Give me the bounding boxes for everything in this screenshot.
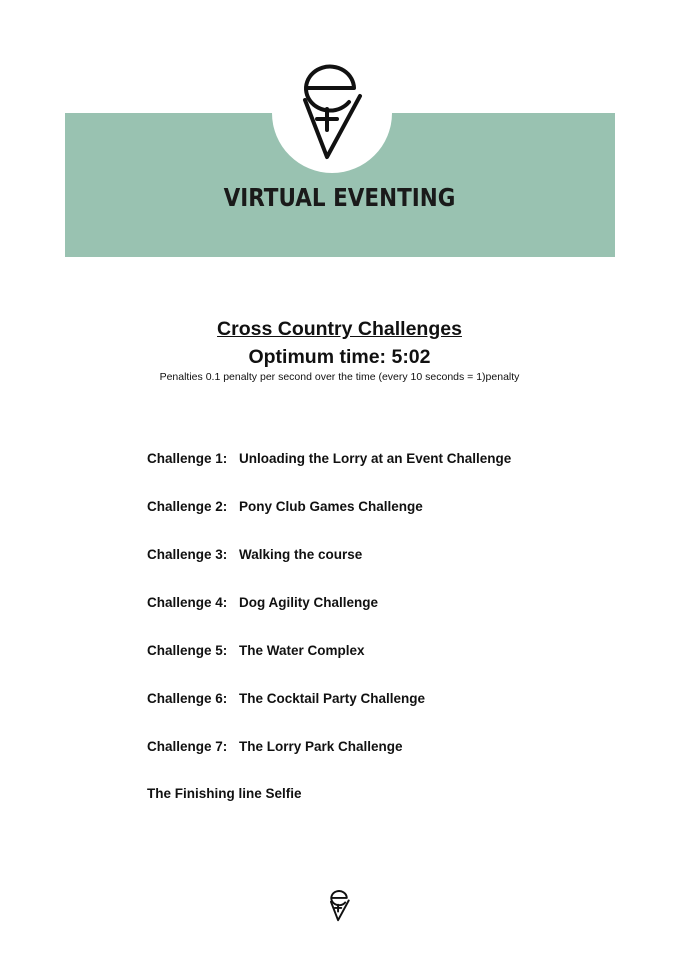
optimum-time: Optimum time: 5:02 — [248, 346, 431, 368]
challenge-item — [147, 499, 423, 514]
challenge-item — [147, 739, 403, 754]
challenge-item — [147, 451, 511, 466]
challenge-name: Unloading the Lorry at an Event Challenge — [239, 451, 512, 466]
finishing-line-selfie: The Finishing line Selfie — [147, 786, 302, 801]
challenge-item — [147, 595, 378, 610]
challenge-number: Challenge 4: — [147, 595, 228, 610]
challenge-number: Challenge 3: — [147, 547, 228, 562]
challenge-name: The Lorry Park Challenge — [239, 739, 403, 754]
challenge-number: Challenge 7: — [147, 739, 228, 754]
ev-cone-logo-small-icon — [330, 888, 350, 924]
challenge-number: Challenge 6: — [147, 691, 228, 706]
challenge-number: Challenge 1: — [147, 451, 228, 466]
challenge-name: Dog Agility Challenge — [239, 595, 379, 610]
challenge-name: Pony Club Games Challenge — [239, 499, 423, 514]
brand-name: VIRTUAL EVENTING — [223, 183, 456, 212]
challenge-item — [147, 547, 362, 562]
challenge-number: Challenge 5: — [147, 643, 228, 658]
challenge-name: Walking the course — [239, 547, 363, 562]
page-title: Cross Country Challenges — [217, 318, 462, 340]
challenge-number: Challenge 2: — [147, 499, 228, 514]
penalties-note: Penalties 0.1 penalty per second over the time (every 10 seconds = 1)penalty — [159, 371, 520, 383]
challenge-item — [147, 643, 365, 658]
challenge-item — [147, 691, 425, 706]
challenge-name: The Water Complex — [239, 643, 365, 658]
ev-cone-logo-icon — [302, 62, 364, 164]
challenge-name: The Cocktail Party Challenge — [239, 691, 426, 706]
